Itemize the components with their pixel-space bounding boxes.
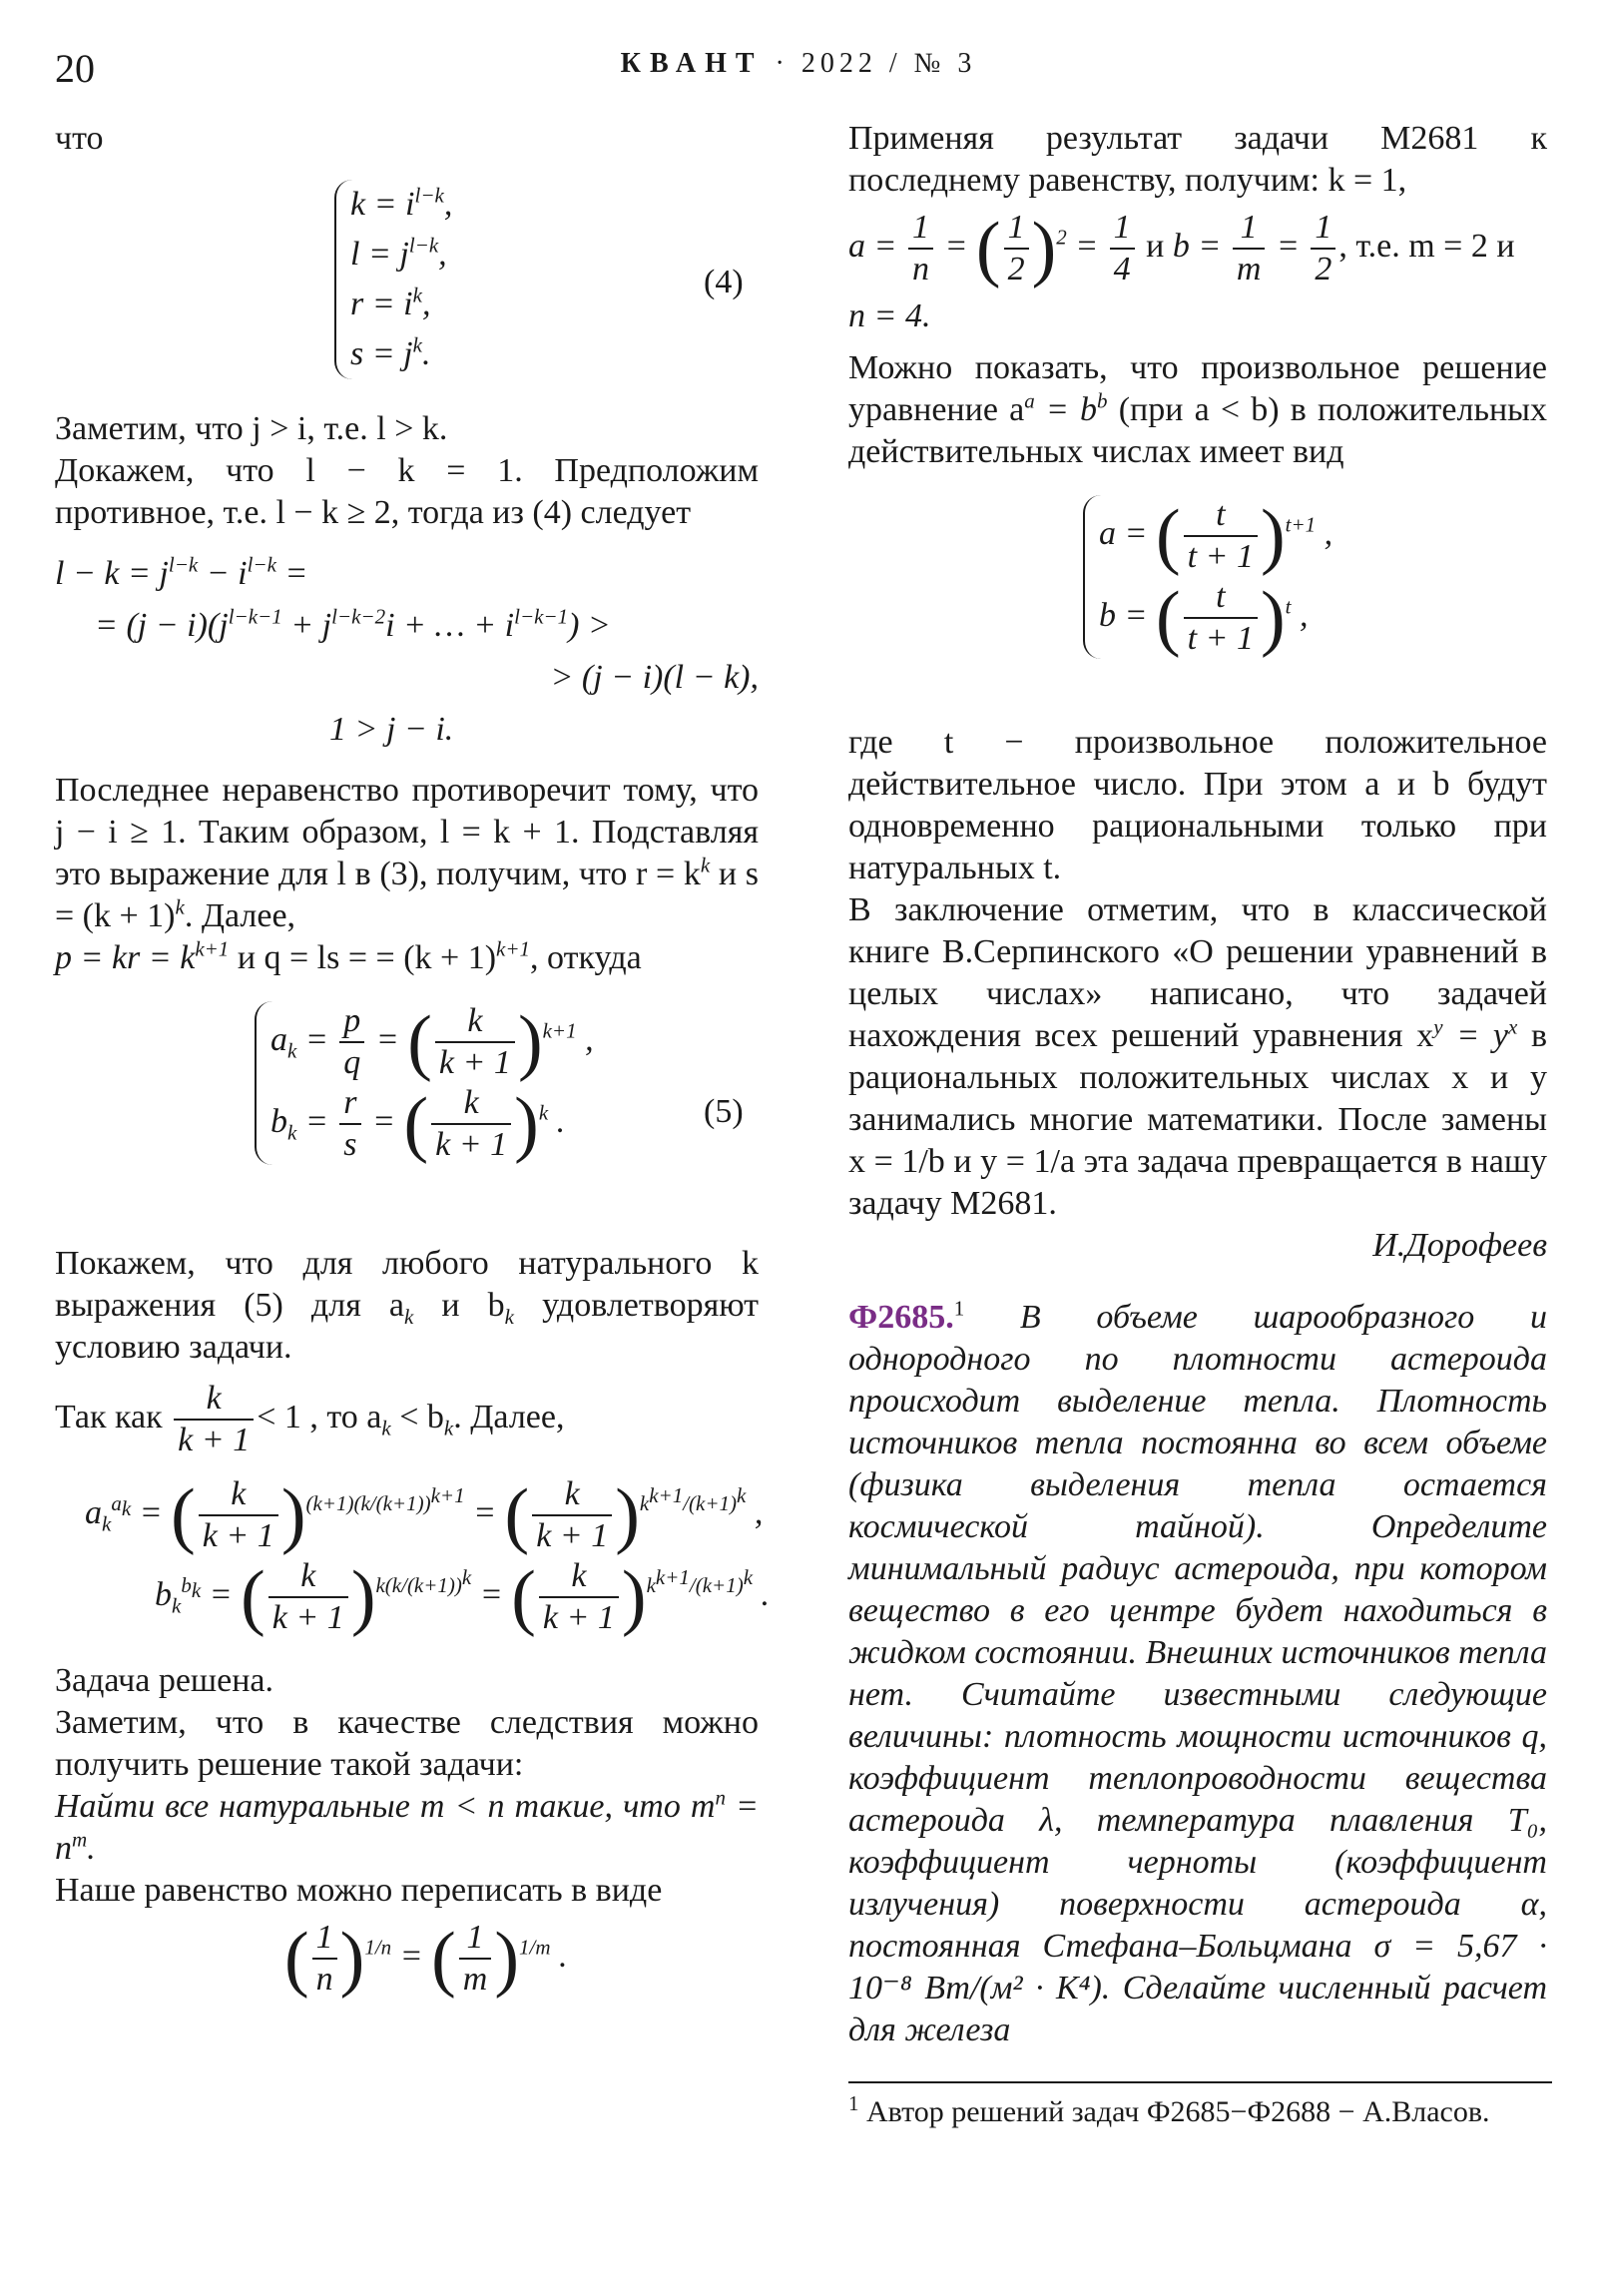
derivation-line-2: = $(j - i)(j^{l-k-1} + j^{l-k-2}i$ + … + $i^{l-k-1}$) > [95, 604, 611, 644]
right-p3: где t − произвольное положительное действительное число. При этом a и b будут одновременно рациональными только при натуральных t. [848, 724, 1547, 886]
page-number: 20 [55, 46, 95, 91]
derivation [55, 548, 759, 756]
system-5-brace [255, 1001, 594, 1165]
footnote: $^1$ Автор решений задач Ф2685−Ф2688 − А.Власов. [848, 2091, 1490, 2128]
derivation-line-4: 1 > j − i. [329, 711, 454, 748]
derivation-line-3: > (j − i)(l − k), [550, 659, 759, 696]
footnote-rule [848, 2081, 1552, 2083]
problem-footnote-mark: 1 [953, 1296, 965, 1321]
left-p4: Последнее неравенство противоречит тому, что j − i ≥ 1. Таким образом, l = k + 1. Подставляя это выражение для l в (3), получим, что $r = k^k$ и $s = (k + 1)^k$. Далее, [55, 772, 760, 934]
sys5-line-b: $b_k$ = $\frac{r}{s}$ = ( $\frac{k}{k + 1}$ )$^k$ . [270, 1083, 566, 1165]
equation-number-5: (5) [704, 1093, 744, 1130]
problem-number: Ф2685. [848, 1299, 954, 1336]
problem-f2685 [848, 1297, 1547, 2051]
system-4 [55, 172, 759, 396]
right-p2: Можно показать, что произвольное решение уравнение $a^a = b^b$ (при a < b) в положительных действительных числах имеет вид [848, 349, 1547, 470]
left-p6: Покажем, что для любого натурального k выражения (5) для $a_k$ и $b_k$ удовлетворяют условию задачи. [55, 1245, 760, 1366]
right-column [848, 118, 1547, 2131]
right-p4: В заключение отметим, что в классической книге В.Серпинского «О решении уравнений в целых числах» написано, что задачей нахождения всех решений уравнения $x^y = y^x$ в рациональных положительных числах x и y занимались многие математики. После замены x = 1/b и y = 1/a эта задача превращается в нашу задачу М2681. [848, 891, 1548, 1222]
sys-t-line-b: b = ( $\frac{t}{t + 1}$ )$^t$ , [1099, 577, 1309, 659]
journal-name: КВАНТ [620, 48, 764, 79]
left-p9: Заметим, что в качестве следствия можно получить решение такой задачи: [55, 1704, 759, 1783]
page-header [0, 0, 1597, 100]
sys4-line-2: $l = j^{l-k}$, [350, 233, 447, 273]
left-p7: Так как $\frac{k}{k + 1}$ < 1 , то $a_k < b_k$. Далее, [55, 1380, 565, 1458]
journal-title [0, 48, 1597, 80]
system-5 [55, 991, 759, 1231]
system-t-brace [1083, 495, 1332, 659]
left-p5: p = kr = $k^{k+1}$ и q = ls = = $(k + 1)^{k+1}$, откуда [55, 936, 642, 976]
author-signature: И.Дорофеев [1372, 1227, 1547, 1264]
derivation-line-1: $l - k = j^{l-k} - i^{l-k}$ = [55, 552, 308, 592]
header-separator: · [775, 48, 790, 79]
right-p1: Применяя результат задачи М2681 к последнему равенству, получим: k = 1, [848, 120, 1547, 199]
left-p8: Задача решена. [55, 1662, 273, 1699]
sys4-line-3: $r = i^k$, [350, 283, 431, 322]
equation-number-4: (4) [704, 264, 744, 300]
power-equations [85, 1474, 771, 1638]
journal-issue: 2022 / № 3 [800, 48, 977, 79]
right-p1-line3: n = 4. [848, 297, 931, 334]
sys5-line-a: $a_k$ = $\frac{p}{q}$ = ( $\frac{k}{k + 1}$ )$^{k+1}$ , [270, 1001, 594, 1083]
system-t [848, 485, 1547, 710]
left-column [55, 118, 771, 2000]
problem-text: В объеме шарообразного и однородного по плотности астероида происходит выделение тепла. Плотность источников тепла постоянна во всем объеме (физика выделения тепла остается космической тайной). Определите минимальный радиус астероида, при котором вещество в его центре будет находиться в жидком состоянии. Внешних источников тепла нет. Считайте известными следующие величины: плотность мощности источников q, коэффициент теплопроводности вещества астероида λ, температура плавления T₀, коэффициент черноты (коэффициент излучения) поверхности астероида α, постоянная Стефана–Больцмана σ = 5,67 · 10⁻⁸ Вт/(м² · К⁴). Сделайте численный расчет для железа [848, 1299, 1548, 2048]
sys4-line-1: $k = i^{l-k}$, [350, 183, 453, 223]
rewritten-equality: ( $\frac{1}{n}$ )$^{1/n}$ = ( $\frac{1}{m}$ )$^{1/m}$ . [284, 1918, 568, 2000]
left-p1: что [55, 120, 104, 157]
left-p3: Докажем, что l − k = 1. Предположим противное, т.е. l − k ≥ 2, тогда из (4) следует [55, 452, 759, 531]
left-p10: Найти все натуральные m < n такие, что $m^n = n^m$. [55, 1785, 759, 1867]
right-p1-formula: a = $\frac{1}{n}$ = ( $\frac{1}{2}$ )$^2$ = $\frac{1}{4}$ и b = $\frac{1}{m}$ = $\frac{1}{2}$ , т.е. m = 2 и [848, 208, 1515, 289]
sys4-line-4: $s = j^k$. [350, 332, 431, 372]
sys-t-line-a: a = ( $\frac{t}{t + 1}$ )$^{t+1}$ , [1099, 495, 1333, 577]
left-p2: Заметим, что j > i, т.е. l > k. [55, 410, 448, 447]
system-4-brace [334, 180, 452, 379]
power-eq-b: $b_k^{b_k}$ = ( $\frac{k}{k + 1}$ )$^{k(k/(k+1))^k}$ = ( $\frac{k}{k + 1}$ )$^{k^{k+1}/(k+1)^k}$ . [155, 1556, 771, 1638]
power-eq-a: $a_k^{a_k}$ = ( $\frac{k}{k + 1}$ )$^{(k+1)(k/(k+1))^{k+1}}$ = ( $\frac{k}{k + 1}$ )$^{k^{k+1}/(k+1)^k}$ , [85, 1474, 764, 1556]
left-p11: Наше равенство можно переписать в виде [55, 1872, 663, 1909]
